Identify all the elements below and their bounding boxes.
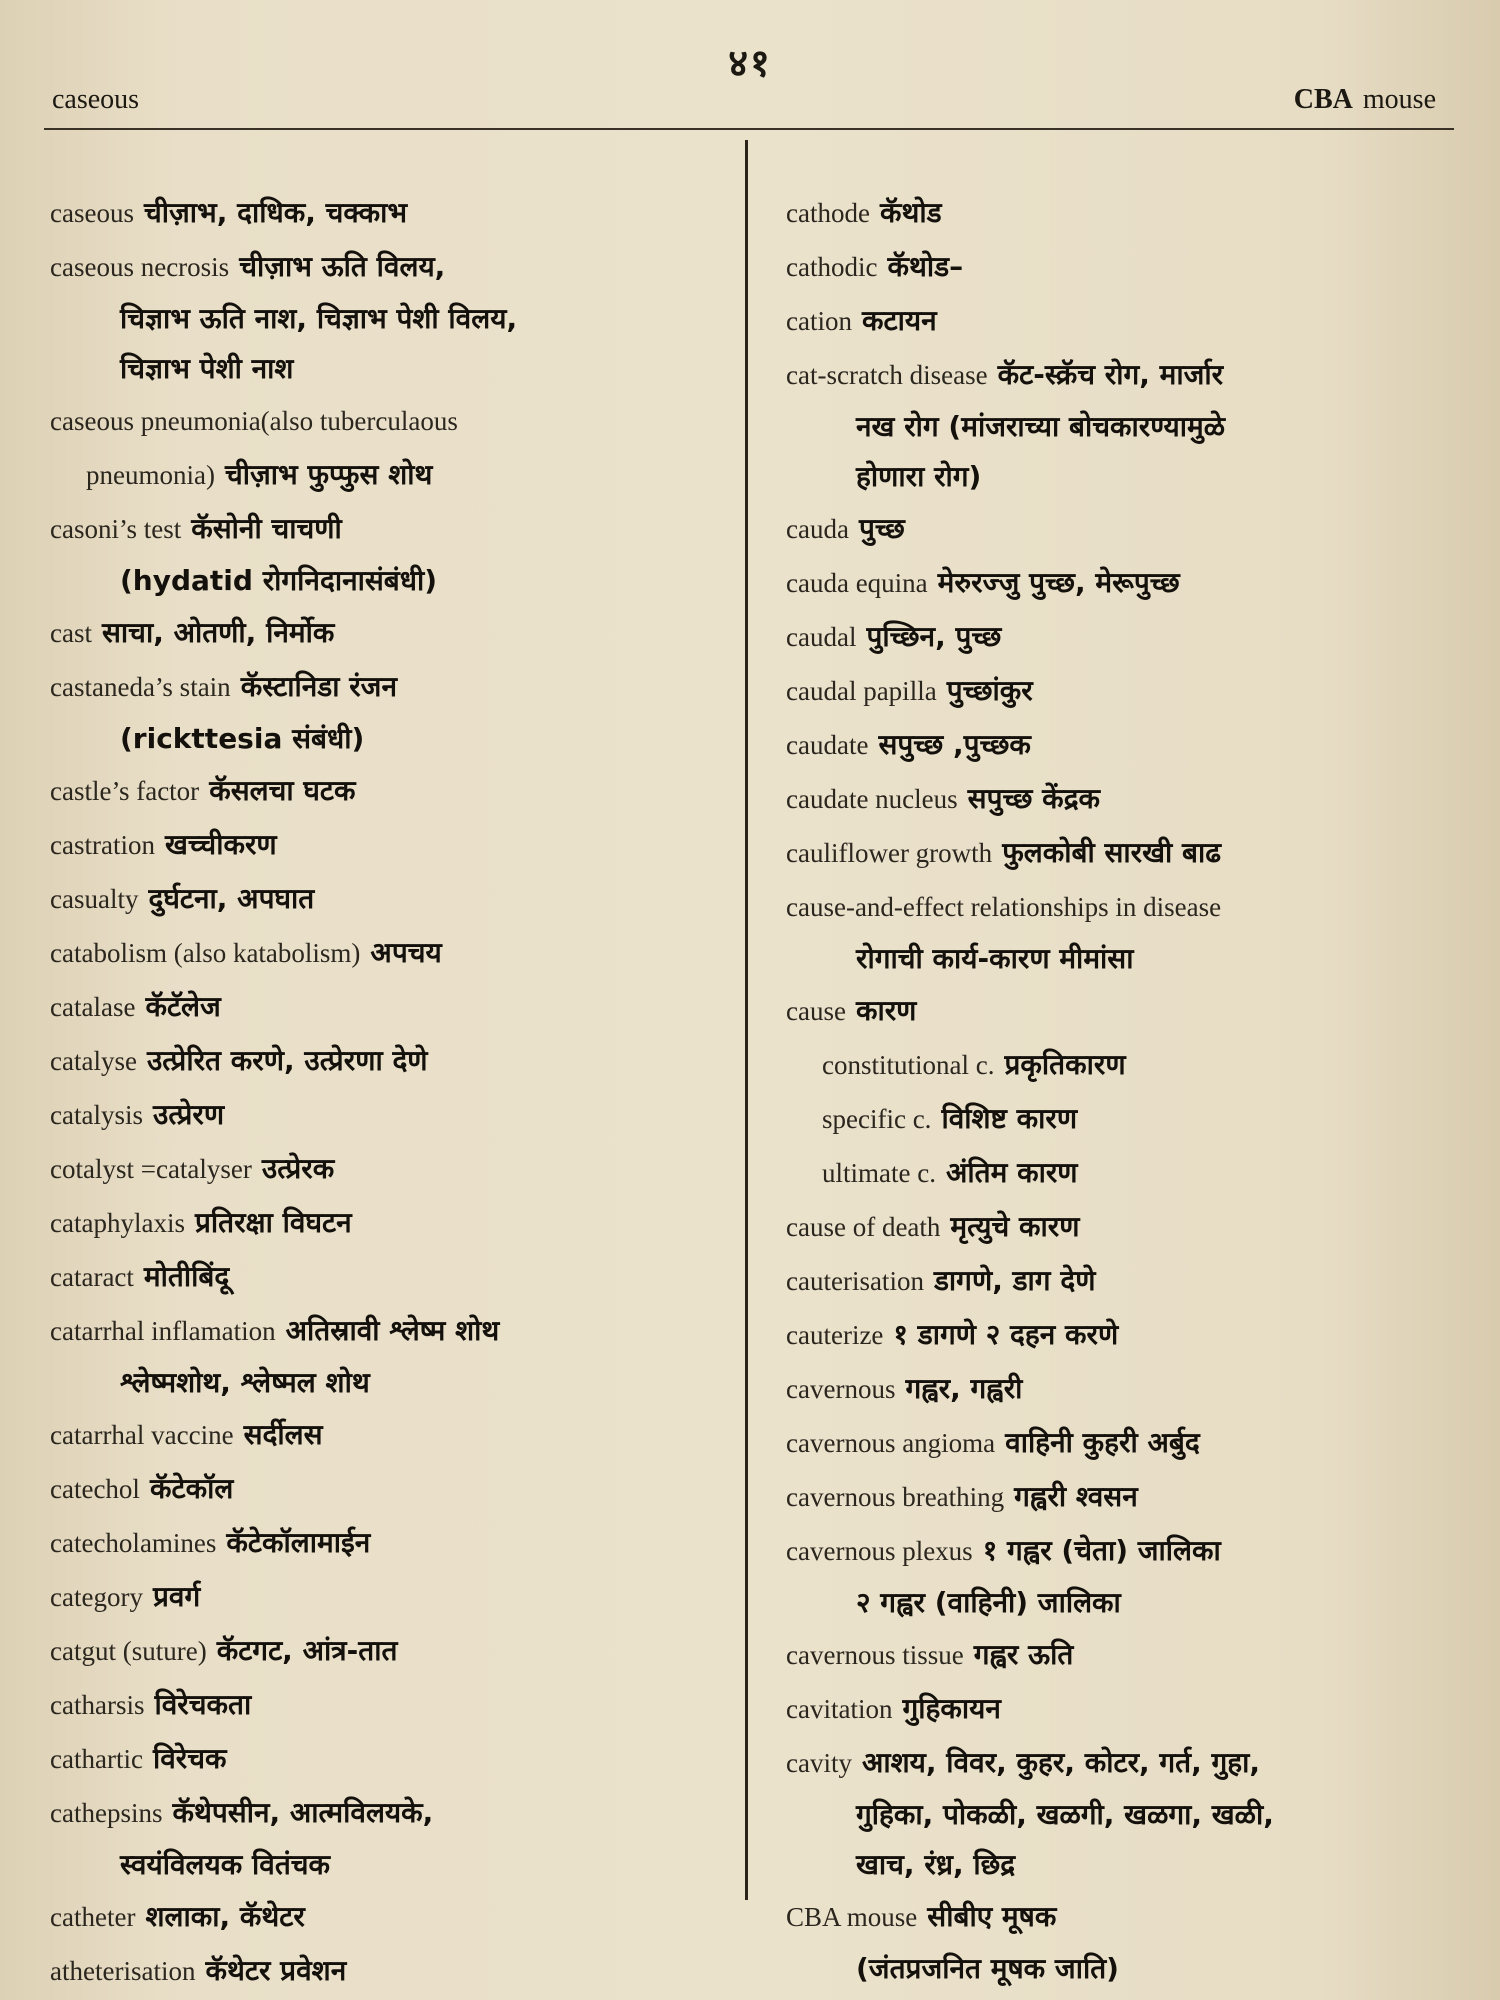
entry-definition: फुलकोबी सारखी बाढ [1002, 836, 1222, 869]
entry-definition-continuation: २ गह्वर (वाहिनी) जालिका [856, 1586, 1121, 1619]
dictionary-entry [50, 606, 740, 660]
entry-headword: category [50, 1582, 143, 1612]
entry-headword: casoni’s test [50, 514, 182, 544]
dictionary-entry [50, 1570, 740, 1624]
entry-definition: प्रवर्ग [152, 1580, 201, 1613]
dictionary-entry [50, 1250, 740, 1304]
entry-headword: caudate [786, 730, 869, 760]
entry-headword: cauda equina [786, 568, 928, 598]
dictionary-entry [50, 1516, 740, 1570]
entry-headword: catalysis [50, 1100, 143, 1130]
dictionary-entry [786, 1254, 1476, 1308]
entry-headword: cotalyst =catalyser [50, 1154, 252, 1184]
dictionary-entry [50, 1786, 740, 1840]
entry-definition-continuation: (hydatid रोगनिदानासंबंधी) [120, 564, 438, 597]
entry-headword: cause-and-effect relationships in disease [786, 892, 1222, 922]
entry-headword: cavernous plexus [786, 1536, 973, 1566]
entry-headword: cavernous angioma [786, 1428, 996, 1458]
dictionary-entry [786, 1038, 1476, 1092]
entry-definition: चीज़ाभ, दाधिक, चक्काभ [143, 196, 408, 229]
entry-headword: cauterize [786, 1320, 884, 1350]
entry-headword: castration [50, 830, 155, 860]
entry-headword: cation [786, 306, 852, 336]
entry-definition: उत्प्रेरक [261, 1152, 335, 1185]
dictionary-entry [786, 772, 1476, 826]
dictionary-entry [50, 1408, 740, 1462]
entry-headword: caseous [50, 198, 134, 228]
entry-definition: गह्वरी श्वसन [1014, 1480, 1138, 1513]
column-divider [745, 140, 748, 1900]
entry-definition: कॅस्टानिडा रंजन [240, 670, 397, 703]
entry-headword: cat-scratch disease [786, 360, 988, 390]
dictionary-entry [786, 186, 1476, 240]
entry-headword: catharsis [50, 1690, 145, 1720]
entry-definition: डागणे, डाग देणे [933, 1264, 1096, 1297]
dictionary-entry [786, 1736, 1476, 1790]
dictionary-entry [50, 1142, 740, 1196]
entry-headword: cathartic [50, 1744, 143, 1774]
entry-definition: विरेचकता [154, 1688, 252, 1721]
entry-definition: विशिष्ट कारण [941, 1102, 1078, 1135]
dictionary-entry [50, 660, 740, 714]
dictionary-entry [50, 926, 740, 980]
dictionary-entry [50, 502, 740, 556]
entry-headword: caseous necrosis [50, 252, 230, 282]
guide-right-word: mouse [1362, 84, 1436, 115]
entry-definition: साचा, ओतणी, निर्मोक [101, 616, 335, 649]
entry-definition: कारण [855, 994, 917, 1027]
entry-definition-continuation: होणारा रोग) [856, 460, 982, 493]
entry-definition: सपुच्छ ,पुच्छक [878, 728, 1031, 761]
dictionary-entry [786, 1524, 1476, 1578]
dictionary-entry [786, 1092, 1476, 1146]
entry-headword: catarrhal inflamation [50, 1316, 276, 1346]
entry-definition: कॅथेपसीन, आत्मविलयके, [172, 1796, 434, 1829]
dictionary-entry [50, 1304, 740, 1358]
dictionary-entry [50, 980, 740, 1034]
entry-headword: pneumonia) [86, 460, 215, 490]
entry-headword: constitutional c. [822, 1050, 995, 1080]
entry-headword: cast [50, 618, 92, 648]
entry-headword: atheterisation [50, 1956, 196, 1986]
dictionary-entry [50, 818, 740, 872]
entry-definition: वाहिनी कुहरी अर्बुद [1005, 1426, 1200, 1459]
entry-headword: cavity [786, 1748, 852, 1778]
dictionary-entry [50, 1088, 740, 1142]
entry-definition: १ गह्वर (चेता) जालिका [982, 1534, 1221, 1567]
entry-definition: कटायन [861, 304, 937, 337]
entry-headword: ultimate c. [822, 1158, 936, 1188]
entry-headword: cathode [786, 198, 870, 228]
dictionary-entry [50, 872, 740, 926]
dictionary-entry [50, 1944, 740, 1998]
entry-headword: catalyse [50, 1046, 137, 1076]
entry-definition: सर्दीलस [243, 1418, 323, 1451]
entry-definition-continuation: नख रोग (मांजराच्या बोचकारण्यामुळे [856, 410, 1226, 443]
entry-definition: कॅथोड [879, 196, 942, 229]
dictionary-entry [50, 448, 740, 502]
dictionary-entry [786, 1416, 1476, 1470]
entry-definition: कॅटॅलेज [145, 990, 221, 1023]
entry-definition: अंतिम कारण [945, 1156, 1078, 1189]
guide-word-right [1294, 84, 1436, 116]
dictionary-entry [786, 1308, 1476, 1362]
entry-headword: CBA mouse [786, 1902, 918, 1932]
dictionary-entry [50, 186, 740, 240]
entry-definition: उत्प्रेरित करणे, उत्प्रेरणा देणे [146, 1044, 428, 1077]
entry-headword: cavernous breathing [786, 1482, 1005, 1512]
entry-definition: मेरुरज्जु पुच्छ, मेरूपुच्छ [937, 566, 1180, 599]
entry-definition: कॅथोड– [887, 250, 964, 283]
dictionary-entry [786, 294, 1476, 348]
entry-headword: catarrhal vaccine [50, 1420, 234, 1450]
dictionary-entry [50, 394, 740, 448]
entry-headword: catabolism (also katabolism) [50, 938, 361, 968]
dictionary-entry [50, 1890, 740, 1944]
entry-headword: cause of death [786, 1212, 941, 1242]
entry-headword: catalase [50, 992, 136, 1022]
dictionary-entry [786, 718, 1476, 772]
entry-headword: cavernous [786, 1374, 896, 1404]
entry-headword: cavitation [786, 1694, 893, 1724]
dictionary-entry [786, 556, 1476, 610]
dictionary-entry [50, 1462, 740, 1516]
entry-headword: caudal [786, 622, 857, 652]
entry-definition: कॅटेकॉल [149, 1472, 234, 1505]
entry-definition: मोतीबिंदू [143, 1260, 230, 1293]
entry-definition: उत्प्रेरण [152, 1098, 225, 1131]
guide-word-left: caseous [52, 84, 140, 115]
dictionary-entry [786, 1362, 1476, 1416]
entry-definition-continuation: रोगाची कार्य-कारण मीमांसा [856, 942, 1134, 975]
entry-headword: castle’s factor [50, 776, 200, 806]
entry-definition: अतिस्रावी श्लेष्म शोथ [285, 1314, 500, 1347]
entry-headword: catecholamines [50, 1528, 217, 1558]
dictionary-entry [786, 664, 1476, 718]
entry-definition: चीज़ाभ फुप्फुस शोथ [224, 458, 433, 491]
guide-right-code: CBA [1293, 84, 1353, 115]
entry-definition: सीबीए मूषक [927, 1900, 1057, 1933]
entry-definition: दुर्घटना, अपघात [148, 882, 315, 915]
dictionary-entry [786, 348, 1476, 402]
entry-definition-continuation: खाच, रंध्र, छिद्र [856, 1848, 1016, 1881]
dictionary-entry [786, 880, 1476, 934]
entry-definition: प्रकृतिकारण [1004, 1048, 1126, 1081]
left-column [50, 186, 740, 1998]
entry-definition: पुच्छ [858, 512, 905, 545]
entry-definition: १ डागणे २ दहन करणे [893, 1318, 1119, 1351]
header-rule [44, 128, 1454, 130]
entry-headword: cathodic [786, 252, 878, 282]
entry-definition: कॅथेटर प्रवेशन [205, 1954, 347, 1987]
entry-headword: cataphylaxis [50, 1208, 185, 1238]
entry-headword: catgut (suture) [50, 1636, 207, 1666]
entry-definition: कॅट-स्क्रॅच रोग, मार्जार [997, 358, 1224, 391]
entry-headword: catechol [50, 1474, 140, 1504]
dictionary-entry [786, 1146, 1476, 1200]
dictionary-entry [786, 502, 1476, 556]
entry-definition: गह्वर, गह्वरी [905, 1372, 1023, 1405]
entry-headword: catheter [50, 1902, 136, 1932]
dictionary-entry [50, 1678, 740, 1732]
entry-definition-continuation: (rickttesia संबंधी) [120, 722, 365, 755]
entry-definition: खच्चीकरण [164, 828, 277, 861]
entry-headword: caseous pneumonia(also tuberculaous [50, 406, 458, 436]
entry-definition: अपचय [370, 936, 442, 969]
entry-headword: cauterisation [786, 1266, 924, 1296]
dictionary-entry [50, 1624, 740, 1678]
entry-definition: कॅसोनी चाचणी [191, 512, 342, 545]
dictionary-entry [786, 1890, 1476, 1944]
dictionary-entry [50, 764, 740, 818]
entry-definition: पुच्छांकुर [946, 674, 1033, 707]
entry-definition: गह्वर ऊति [973, 1638, 1074, 1671]
dictionary-entry [50, 1732, 740, 1786]
entry-headword: cataract [50, 1262, 134, 1292]
entry-headword: cavernous tissue [786, 1640, 964, 1670]
dictionary-entry [786, 1200, 1476, 1254]
entry-headword: cause [786, 996, 846, 1026]
entry-headword: specific c. [822, 1104, 932, 1134]
entry-headword: caudate nucleus [786, 784, 958, 814]
entry-definition: चीज़ाभ ऊति विलय, [239, 250, 446, 283]
dictionary-entry [786, 610, 1476, 664]
entry-headword: casualty [50, 884, 139, 914]
entry-definition-continuation: चिज्ञाभ पेशी नाश [120, 352, 294, 385]
dictionary-entry [786, 826, 1476, 880]
entry-definition: कॅसलचा घटक [209, 774, 356, 807]
entry-definition: गुहिकायन [902, 1692, 1001, 1725]
dictionary-entry [786, 1682, 1476, 1736]
entry-headword: cathepsins [50, 1798, 163, 1828]
entry-definition: पुच्छिन, पुच्छ [866, 620, 1002, 653]
dictionary-entry [50, 240, 740, 294]
dictionary-entry [786, 1470, 1476, 1524]
page-number: ४१ [728, 40, 772, 85]
entry-definition: कॅटेकॉलामाईन [226, 1526, 371, 1559]
dictionary-entry [50, 1034, 740, 1088]
entry-definition: मृत्युचे कारण [950, 1210, 1080, 1243]
entry-headword: castaneda’s stain [50, 672, 231, 702]
entry-definition-continuation: (जंतप्रजनित मूषक जाति) [856, 1952, 1119, 1985]
dictionary-entry [50, 1196, 740, 1250]
entry-headword: cauliflower growth [786, 838, 993, 868]
dictionary-entry [786, 1628, 1476, 1682]
dictionary-entry [786, 240, 1476, 294]
entry-definition: प्रतिरक्षा विघटन [194, 1206, 352, 1239]
entry-definition: कॅटगट, आंत्र-तात [216, 1634, 398, 1667]
entry-definition-continuation: स्वयंविलयक वितंचक [120, 1848, 331, 1881]
entry-definition: विरेचक [152, 1742, 227, 1775]
entry-headword: caudal papilla [786, 676, 937, 706]
entry-definition-continuation: श्लेष्मशोथ, श्लेष्मल शोथ [120, 1366, 370, 1399]
entry-definition: शलाका, कॅथेटर [145, 1900, 305, 1933]
entry-definition-continuation: चिज्ञाभ ऊति नाश, चिज्ञाभ पेशी विलय, [120, 302, 518, 335]
entry-definition: आशय, विवर, कुहर, कोटर, गर्त, गुहा, [861, 1746, 1261, 1779]
entry-definition: सपुच्छ केंद्रक [967, 782, 1101, 815]
dictionary-entry [786, 984, 1476, 1038]
entry-headword: cauda [786, 514, 849, 544]
right-column [786, 186, 1476, 1994]
entry-definition-continuation: गुहिका, पोकळी, खळगी, खळगा, खळी, [856, 1798, 1274, 1831]
